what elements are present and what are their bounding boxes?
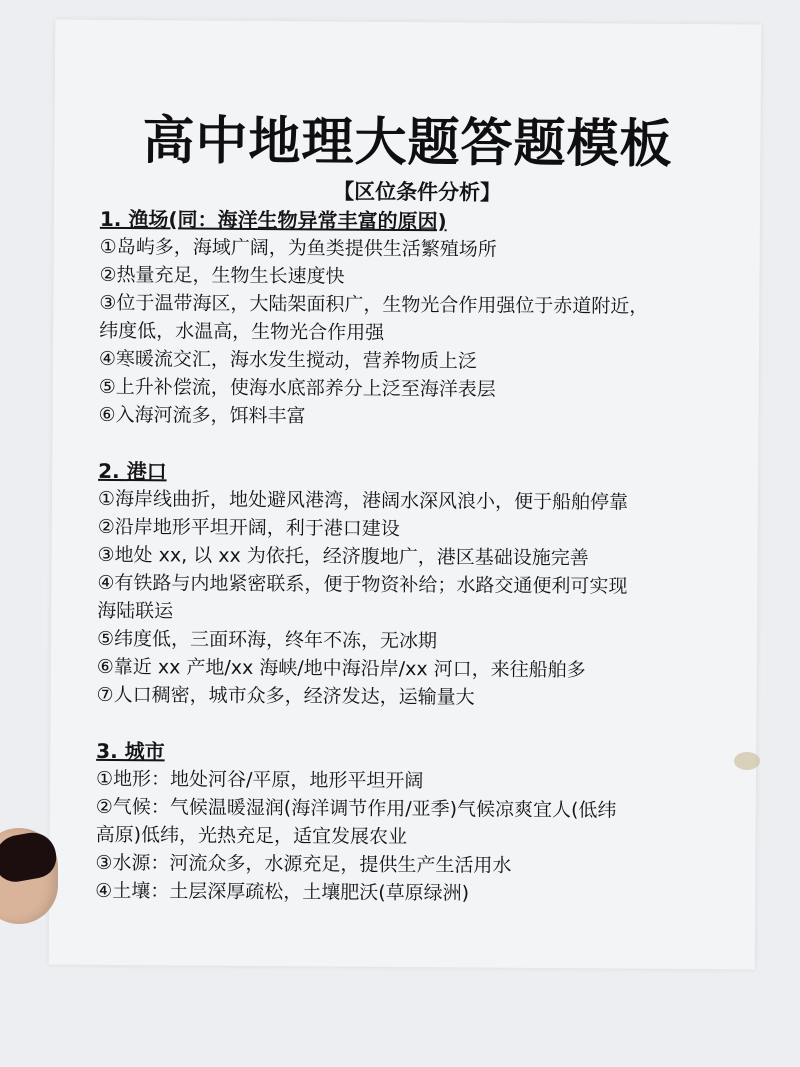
list-item: ①海岸线曲折，地处避风港湾，港阔水深风浪小，便于船舶停靠 — [97, 487, 629, 514]
list-item: ③水源：河流众多，水源充足，提供生产生活用水 — [95, 851, 512, 877]
list-item: ①岛屿多，海域广阔，为鱼类提供生活繁殖场所 — [99, 235, 497, 261]
list-item: ④有铁路与内地紧密联系，便于物资补给；水路交通便利可实现 — [97, 571, 628, 598]
list-item: ②气候：气候温暖湿润(海洋调节作用/亚季)气候凉爽宜人(低纬 — [95, 795, 617, 822]
list-item: ⑥入海河流多，饵料丰富 — [98, 403, 306, 428]
section-heading: 1. 渔场(同：海洋生物异常丰富的原因) — [99, 206, 447, 234]
list-item: 海陆联运 — [97, 599, 174, 623]
list-item: 高原)低纬，光热充足，适宜发展农业 — [95, 823, 408, 849]
subheading: 【区位条件分析】 — [333, 179, 502, 205]
section-heading: 2. 港口 — [98, 458, 167, 484]
list-item: ③位于温带海区，大陆架面积广，生物光合作用强位于赤道附近， — [99, 291, 649, 318]
section-heading: 3. 城市 — [96, 738, 165, 764]
list-item: ⑤上升补偿流，使海水底部养分上泛至海洋表层 — [98, 375, 496, 401]
document-body — [95, 175, 734, 909]
list-item: ④寒暖流交汇，海水发生搅动，营养物质上泛 — [98, 347, 478, 373]
list-item: ⑥靠近 xx 产地/xx 海峡/地中海沿岸/xx 河口，来往船舶多 — [96, 655, 586, 682]
list-item: ⑤纬度低，三面环海，终年不冻，无冰期 — [96, 627, 438, 653]
list-item: ①地形：地处河谷/平原，地形平坦开阔 — [95, 767, 424, 793]
section-city — [95, 737, 730, 909]
section-gap — [98, 429, 732, 461]
list-item: ②沿岸地形平坦开阔，利于港口建设 — [97, 515, 400, 540]
list-item: ⑦人口稠密，城市众多，经济发达，运输量大 — [96, 683, 475, 709]
list-item: 纬度低，水温高，生物光合作用强 — [99, 319, 385, 344]
section-fishery — [98, 205, 734, 433]
paper-sheet — [49, 20, 762, 970]
section-gap — [96, 709, 730, 741]
paper-stain — [734, 752, 760, 770]
list-item: ④土壤：土层深厚疏松，土壤肥沃(草原绿洲) — [95, 879, 470, 905]
section-port — [96, 457, 732, 713]
list-item: ②热量充足，生物生长速度快 — [99, 263, 345, 288]
list-item: ③地处 xx, 以 xx 为依托，经济腹地广，港区基础设施完善 — [97, 543, 589, 570]
page-title: 高中地理大题答题模板 — [142, 111, 673, 175]
